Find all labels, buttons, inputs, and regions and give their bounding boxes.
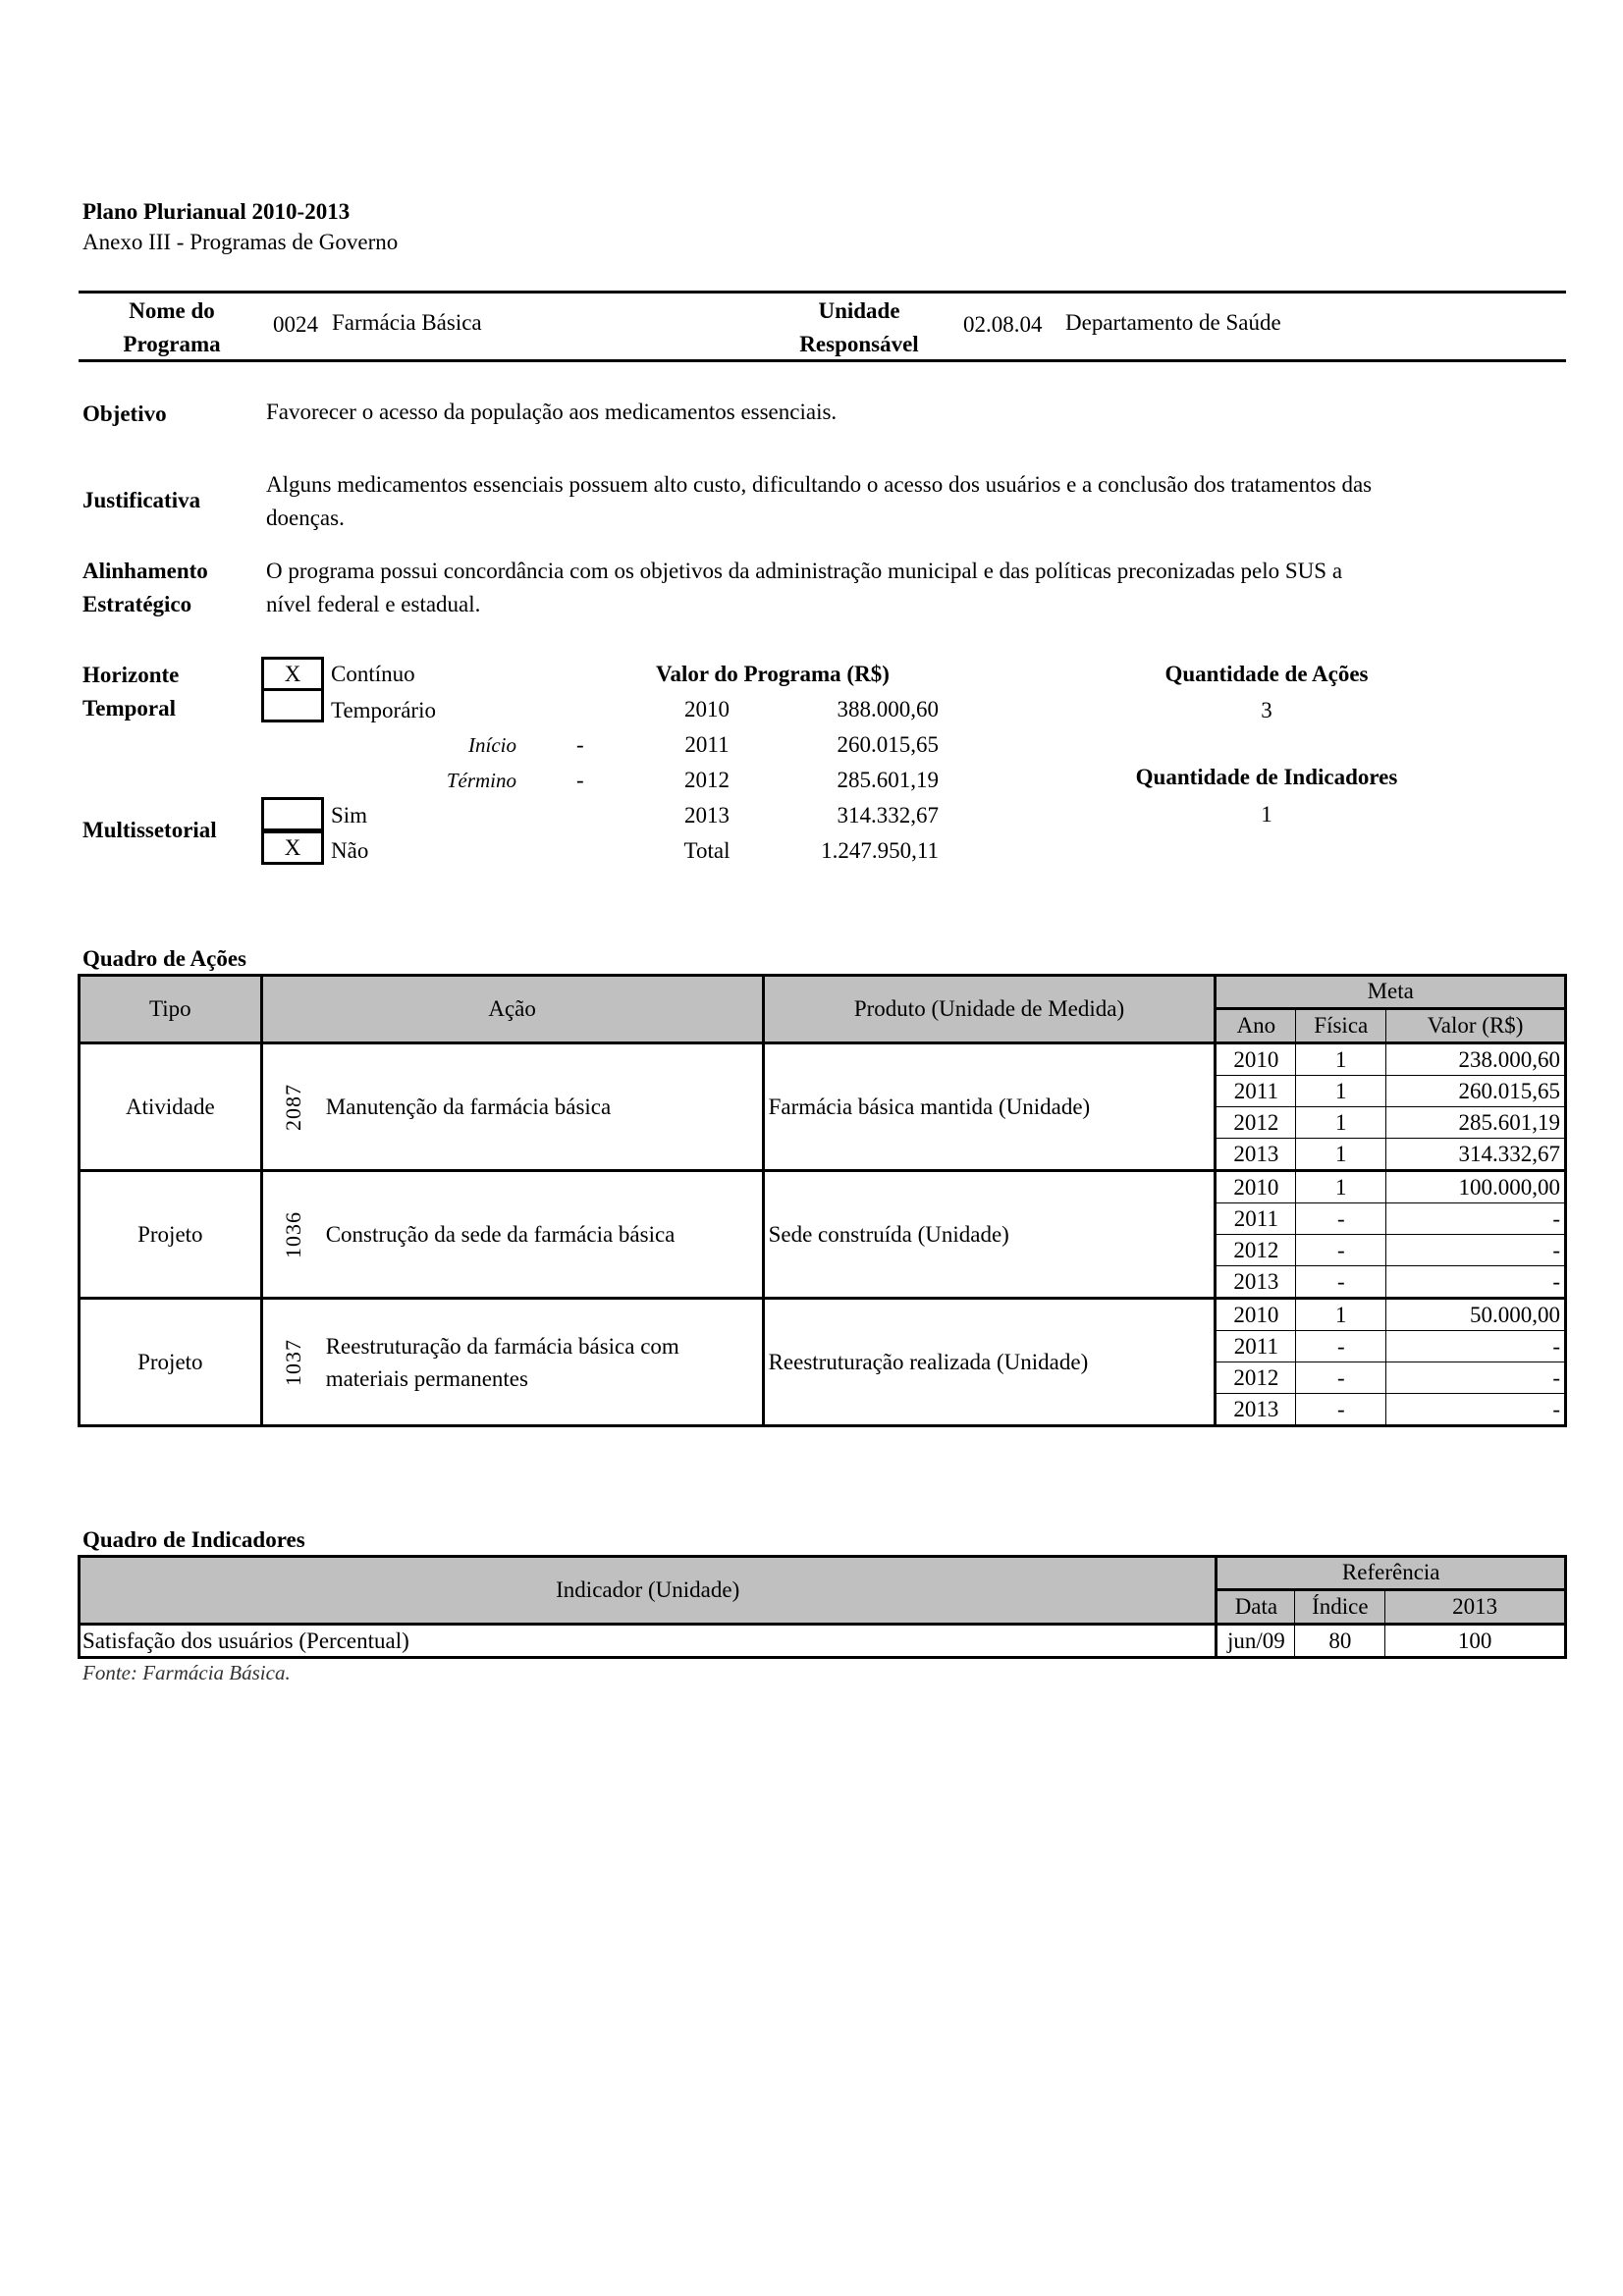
inicio-value: - bbox=[576, 732, 584, 757]
temporario-checkbox[interactable] bbox=[261, 688, 324, 722]
program-label: Nome do Programa bbox=[123, 298, 221, 356]
indicador-data: jun/09 bbox=[1217, 1625, 1295, 1658]
valor-row: 2011 260.015,65 bbox=[684, 732, 939, 757]
qtd-indicadores-heading: Quantidade de Indicadores bbox=[1135, 765, 1398, 789]
justificativa-label: Justificativa bbox=[82, 488, 201, 512]
col-indice: Índice bbox=[1295, 1589, 1385, 1624]
objetivo-text: Favorecer o acesso da população aos medicamentos essenciais. bbox=[266, 400, 838, 424]
acao-desc: 1037 Reestruturação da farmácia básica com materiais permanentes bbox=[261, 1299, 763, 1426]
unit-name: Departamento de Saúde bbox=[1065, 310, 1281, 335]
quadro-acoes-heading: Quadro de Ações bbox=[82, 946, 246, 971]
fonte-note: Fonte: Farmácia Básica. bbox=[82, 1661, 291, 1684]
acao-code: 1036 bbox=[280, 1210, 305, 1258]
termino-value: - bbox=[576, 768, 584, 792]
quadro-indicadores-heading: Quadro de Indicadores bbox=[82, 1527, 305, 1552]
nao-checkbox[interactable]: X bbox=[261, 830, 324, 865]
col-acao: Ação bbox=[261, 976, 763, 1043]
nao-label: Não bbox=[331, 838, 369, 863]
sim-label: Sim bbox=[331, 803, 368, 828]
col-indicador: Indicador (Unidade) bbox=[80, 1557, 1217, 1625]
acao-row: Projeto 1037 Reestruturação da farmácia básica com materiais permanentes Reestruturação realizada (Unidade) 2010 1 50.000,00 bbox=[80, 1299, 1566, 1331]
indicador-name: Satisfação dos usuários (Percentual) bbox=[80, 1625, 1217, 1658]
valor-row-total: Total 1.247.950,11 bbox=[683, 838, 939, 863]
valor-row: 2013 314.332,67 bbox=[684, 803, 939, 828]
program-code: 0024 bbox=[273, 312, 318, 337]
col-ano: Ano bbox=[1216, 1008, 1296, 1042]
col-referencia: Referência bbox=[1217, 1557, 1566, 1590]
acao-desc: 1036 Construção da sede da farmácia básica bbox=[261, 1171, 763, 1299]
acao-produto: Sede construída (Unidade) bbox=[763, 1171, 1216, 1299]
unit-label: Unidade Responsável bbox=[799, 298, 919, 356]
unit-code: 02.08.04 bbox=[963, 312, 1043, 337]
col-data: Data bbox=[1217, 1589, 1295, 1624]
valor-row: 2010 388.000,60 bbox=[684, 697, 939, 721]
temporario-label: Temporário bbox=[331, 698, 436, 722]
program-name: Farmácia Básica bbox=[332, 310, 482, 335]
acao-produto: Reestruturação realizada (Unidade) bbox=[763, 1299, 1216, 1426]
multissetorial-label: Multissetorial bbox=[82, 818, 217, 842]
inicio-label: Início bbox=[468, 733, 516, 757]
alinhamento-label: Alinhamento Estratégico bbox=[82, 559, 208, 616]
acao-row: Projeto 1036 Construção da sede da farmácia básica Sede construída (Unidade) 2010 1 100.000,00 bbox=[80, 1171, 1566, 1203]
acao-desc: 2087 Manutenção da farmácia básica bbox=[261, 1043, 763, 1171]
col-tipo: Tipo bbox=[80, 976, 262, 1043]
indicador-meta: 100 bbox=[1385, 1625, 1566, 1658]
acao-row: Atividade 2087 Manutenção da farmácia básica Farmácia básica mantida (Unidade) 2010 1 238.000,60 bbox=[80, 1043, 1566, 1076]
horizonte-label: Horizonte Temporal bbox=[82, 663, 180, 721]
document-title: Plano Plurianual 2010-2013 bbox=[82, 199, 351, 224]
acoes-table: Tipo Ação Produto (Unidade de Medida) Meta Ano Física Valor (R$) Atividade 2087 Manutenção da farmácia básica Farmácia básica mantida (Unidade) 2010 1 238.000,60 2011 1 260.015,65 2012 1 285.601,19 2013 1 314.332,67 Projeto 1036 Construção da sede da farmácia básica Sede construída (Unidade) 2010 1 100.000,00 2011 - - 2012 - - 2013 - - Projeto 1037 Reestruturação da farmácia básica com materiais permanentes Reestruturação realizada (Unidade) 2010 1 50.000,00 2011 - - 2012 - - 2013 - - bbox=[78, 974, 1567, 1427]
col-valor: Valor (R$) bbox=[1386, 1008, 1566, 1042]
acao-tipo: Projeto bbox=[80, 1299, 262, 1426]
qtd-acoes-heading: Quantidade de Ações bbox=[1164, 662, 1369, 686]
termino-label: Término bbox=[446, 769, 516, 792]
justificativa-text: Alguns medicamentos essenciais possuem alto custo, dificultando o acesso dos usuários e a conclusão dos tratamentos das doenças. bbox=[266, 472, 1373, 530]
col-meta-2013: 2013 bbox=[1385, 1589, 1566, 1624]
objetivo-label: Objetivo bbox=[82, 401, 167, 426]
col-meta: Meta bbox=[1216, 976, 1566, 1009]
continuo-label: Contínuo bbox=[331, 662, 415, 686]
col-produto: Produto (Unidade de Medida) bbox=[763, 976, 1216, 1043]
acao-code: 2087 bbox=[280, 1083, 305, 1131]
continuo-checkbox[interactable]: X bbox=[261, 657, 324, 691]
header-top-rule bbox=[79, 291, 1566, 294]
valor-row: 2012 285.601,19 bbox=[684, 768, 939, 792]
indicador-indice: 80 bbox=[1295, 1625, 1385, 1658]
valor-programa-heading: Valor do Programa (R$) bbox=[656, 662, 890, 686]
qtd-indicadores-value: 1 bbox=[1261, 802, 1272, 827]
col-fisica: Física bbox=[1296, 1008, 1386, 1042]
qtd-acoes-value: 3 bbox=[1261, 698, 1272, 722]
acao-tipo: Projeto bbox=[80, 1171, 262, 1299]
acao-code: 1037 bbox=[280, 1338, 305, 1386]
indicadores-table bbox=[78, 1555, 1567, 1659]
document-subtitle: Anexo III - Programas de Governo bbox=[82, 230, 399, 254]
alinhamento-text: O programa possui concordância com os objetivos da administração municipal e das políticas preconizadas pelo SUS a nível federal e estadual. bbox=[266, 559, 1343, 616]
acao-produto: Farmácia básica mantida (Unidade) bbox=[763, 1043, 1216, 1171]
sim-checkbox[interactable] bbox=[261, 797, 324, 831]
valor-programa-list bbox=[648, 697, 939, 874]
acao-tipo: Atividade bbox=[80, 1043, 262, 1171]
indicador-row bbox=[80, 1625, 1566, 1658]
